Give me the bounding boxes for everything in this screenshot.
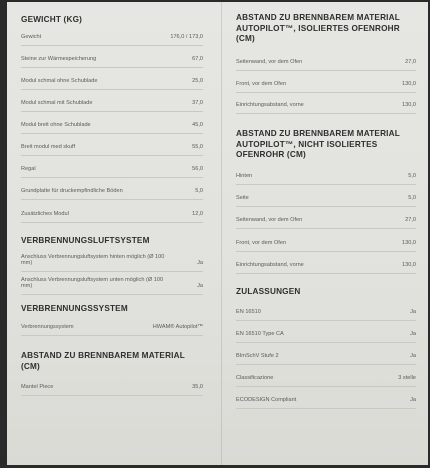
spec-value: Ja bbox=[197, 260, 203, 267]
spec-label: EN 16510 bbox=[236, 309, 261, 316]
spec-row bbox=[21, 30, 203, 46]
spec-row bbox=[21, 376, 203, 396]
section-title-verbrennungssystem: VERBRENNUNGSSYSTEM bbox=[21, 304, 128, 313]
spec-value: 25,0 bbox=[192, 78, 203, 85]
spec-label: Mantel Piece bbox=[21, 384, 54, 391]
spec-label: Front, vor dem Ofen bbox=[236, 81, 287, 88]
spec-value: 56,0 bbox=[192, 166, 203, 173]
spec-value: 130,0 bbox=[402, 102, 416, 109]
spec-row bbox=[236, 93, 416, 114]
spec-value: Ja bbox=[410, 309, 416, 316]
spec-value: 45,0 bbox=[192, 122, 203, 129]
spec-label: Modul schmal ohne Schublade bbox=[21, 78, 98, 85]
spec-row bbox=[236, 301, 416, 321]
page-fold bbox=[221, 2, 222, 465]
spec-label: Einrichtungsabstand, vorne bbox=[236, 102, 304, 109]
spec-row bbox=[21, 200, 203, 223]
spec-value: 35,0 bbox=[192, 384, 203, 391]
spec-row bbox=[236, 252, 416, 274]
spec-label: Anschluss Verbrennungsluftsystem unten möglich (Ø 100 mm) bbox=[21, 276, 164, 290]
spec-label: Grundplatte für druckempfindliche Böden bbox=[21, 188, 123, 195]
spec-row bbox=[21, 156, 203, 178]
spec-row bbox=[236, 229, 416, 252]
spec-row bbox=[236, 365, 416, 387]
section-title-gewicht: GEWICHT (KG) bbox=[21, 15, 83, 24]
spec-value: Ja bbox=[410, 331, 416, 338]
spec-row bbox=[21, 272, 203, 295]
spec-row bbox=[236, 165, 416, 185]
spec-label: Hinten bbox=[236, 173, 253, 180]
spec-row bbox=[236, 207, 416, 229]
spec-label: Breit modul med skuff bbox=[21, 144, 75, 151]
spec-value: Ja bbox=[410, 397, 416, 404]
spec-row bbox=[21, 249, 203, 272]
spec-value: 12,0 bbox=[192, 211, 203, 218]
spec-label: Gewicht bbox=[21, 34, 42, 41]
spec-label: Regal bbox=[21, 166, 36, 173]
spec-label: Seitenwand, vor dem Ofen bbox=[236, 59, 303, 66]
spec-value: 55,0 bbox=[192, 144, 203, 151]
spec-value: 5,0 bbox=[408, 195, 416, 202]
section-title-abstand: ABSTAND ZU BRENNBAREM MATERIAL (CM) bbox=[21, 351, 185, 371]
spec-row bbox=[21, 178, 203, 200]
spec-value: 27,0 bbox=[405, 59, 416, 66]
spec-label: Verbrennungssystem bbox=[21, 324, 74, 331]
spec-row bbox=[236, 321, 416, 343]
spec-label: Classificazione bbox=[236, 375, 274, 382]
spec-value: Ja bbox=[410, 353, 416, 360]
spec-value: 130,0 bbox=[402, 240, 416, 247]
spec-value: 5,0 bbox=[195, 188, 203, 195]
spec-value: 130,0 bbox=[402, 81, 416, 88]
spec-sheet bbox=[7, 2, 428, 465]
spec-value: 67,0 bbox=[192, 56, 203, 63]
spec-label: Modul schmal mit Schublade bbox=[21, 100, 93, 107]
spec-value: 176,0 / 173,0 bbox=[170, 34, 203, 41]
spec-label: BImSchV Stufe 2 bbox=[236, 353, 279, 360]
spec-value: 5,0 bbox=[408, 173, 416, 180]
spec-row bbox=[21, 134, 203, 156]
spec-label: Modul breit ohne Schublade bbox=[21, 122, 91, 129]
spec-row bbox=[21, 90, 203, 112]
spec-row bbox=[236, 52, 416, 71]
spec-label: Front, vor dem Ofen bbox=[236, 240, 287, 247]
spec-label: Seite bbox=[236, 195, 249, 202]
spec-label: ECODESIGN Compliant bbox=[236, 397, 297, 404]
spec-value: 37,0 bbox=[192, 100, 203, 107]
spec-row bbox=[21, 317, 203, 336]
spec-row bbox=[21, 68, 203, 90]
spec-label: Anschluss Verbrennungsluftsystem hinten möglich (Ø 100 mm) bbox=[21, 253, 165, 267]
section-title-nicht-isoliert: ABSTAND ZU BRENNBAREM MATERIAL AUTOPILOT™, NICHT ISOLIERTES OFENROHR (CM) bbox=[236, 129, 400, 159]
section-title-zulassungen: ZULASSUNGEN bbox=[236, 287, 301, 296]
spec-label: Zusätzliches Modul bbox=[21, 211, 69, 218]
section-title-isoliert: ABSTAND ZU BRENNBAREM MATERIAL AUTOPILOT™, ISOLIERTES OFENROHR (CM) bbox=[236, 13, 400, 43]
spec-value: Ja bbox=[197, 283, 203, 290]
spec-label: Einrichtungsabstand, vorne bbox=[236, 262, 304, 269]
spec-row bbox=[21, 112, 203, 134]
spec-row bbox=[21, 46, 203, 68]
spec-label: Seitenwand, vor dem Ofen bbox=[236, 217, 303, 224]
spec-row bbox=[236, 343, 416, 365]
spec-row bbox=[236, 71, 416, 93]
spec-row bbox=[236, 387, 416, 409]
section-title-verbrennungsluftsystem: VERBRENNUNGSLUFTSYSTEM bbox=[21, 236, 150, 245]
spec-value: 3 stelle bbox=[398, 375, 416, 382]
spec-value: 27,0 bbox=[405, 217, 416, 224]
spec-value: 130,0 bbox=[402, 262, 416, 269]
spec-row bbox=[236, 185, 416, 207]
spec-label: EN 16510 Type CA bbox=[236, 331, 284, 338]
spec-label: Steine zur Wärmespeicherung bbox=[21, 56, 97, 63]
spec-value: HWAM® Autopilot™ bbox=[152, 324, 203, 331]
